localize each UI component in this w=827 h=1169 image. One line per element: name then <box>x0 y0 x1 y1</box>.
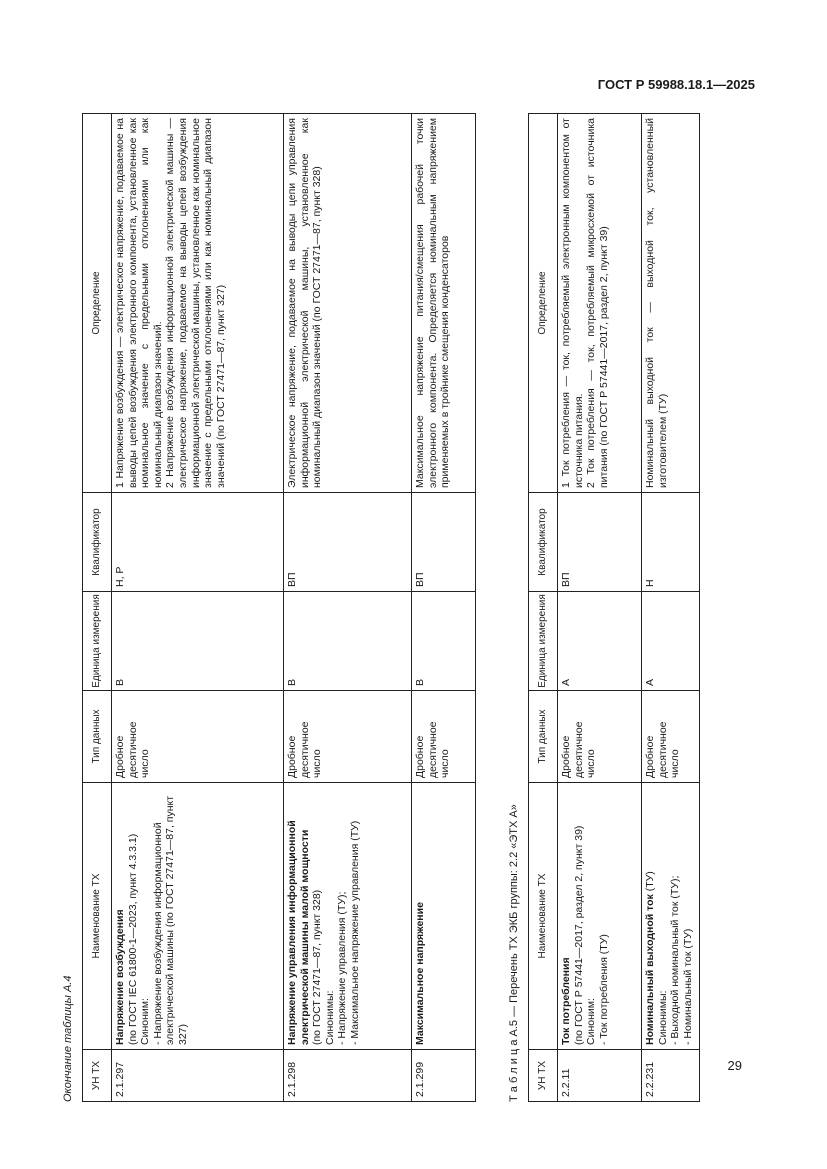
column-header: Определение <box>529 114 558 493</box>
row-name-line: - Максимальное напряжение управления (ТУ) <box>348 820 361 1045</box>
row-name-line: Синоним: <box>585 998 598 1045</box>
row-name: Ток потребления <box>560 957 572 1045</box>
column-header: Квалификатор <box>529 493 558 592</box>
row-name: Номинальный выходной ток <box>644 894 656 1045</box>
column-header: Наименование ТХ <box>83 783 112 1050</box>
row-definition: Номинальный выходной ток — выходной ток, установленный изготовителем (ТУ) <box>644 118 669 488</box>
row-qualifier: Н <box>642 493 700 592</box>
row-definition: 1 Напряжение возбуждения — электрическое напряжение, подаваемое на выводы цепей возбуждения электронного компонента, установленное как номинальное значение с предельными отклонениями или как номинальный диапазон значений. <box>114 118 164 488</box>
row-unit: В <box>412 592 476 691</box>
row-qualifier: ВП <box>558 493 642 592</box>
table-a5-caption-prefix: Т а б л и ц а <box>508 1039 520 1102</box>
row-name-line: - Напряжение возбуждения информационной электрической машины (по ГОСТ 27471—87, пункт 327) <box>151 795 189 1045</box>
row-name-cell <box>112 783 284 1050</box>
table-a5-header-row <box>529 114 558 1102</box>
row-name-line: Синонимы: <box>656 990 669 1045</box>
table-row <box>642 114 700 1102</box>
table-row <box>412 114 476 1102</box>
row-name-cell <box>284 783 412 1050</box>
row-name-suffix: (ТУ) <box>644 871 656 895</box>
row-name: Максимальное напряжение <box>414 902 426 1045</box>
row-definition-cell <box>284 114 412 493</box>
row-type: Дробное десятичное число <box>558 691 642 783</box>
table-row <box>558 114 642 1102</box>
row-code: 2.1.298 <box>284 1050 412 1102</box>
row-definition: 2 Ток потребления — ток, потребляемый микросхемой от источника питания (по ГОСТ Р 57441—2017, раздел 2, пункт 39) <box>585 118 610 488</box>
row-name-line: (по ГОСТ IEC 61800-1—2023, пункт 4.3.3.1) <box>126 833 139 1045</box>
row-name-line: - Выходной номинальный ток (ТУ); <box>669 875 682 1045</box>
document-header: ГОСТ Р 59988.18.1—2025 <box>597 77 755 92</box>
column-header: Квалификатор <box>83 493 112 592</box>
row-code: 2.2.231 <box>642 1050 700 1102</box>
column-header: Тип данных <box>529 691 558 783</box>
row-definition-cell <box>558 114 642 493</box>
row-name: Напряжение возбуждения <box>114 909 126 1045</box>
column-header: Единица измерения <box>83 592 112 691</box>
table-a5-caption-text: А.5 — Перечень ТХ ЭКБ группы: 2.2 «ЭТХ А» <box>508 804 520 1037</box>
table-row <box>284 114 412 1102</box>
row-qualifier: Н, Р <box>112 493 284 592</box>
row-qualifier: ВП <box>284 493 412 592</box>
table-a5 <box>528 113 700 1102</box>
row-definition: Электрическое напряжение, подаваемое на выводы цепи управления информационной электрической машины, установленное как номинальный диапазон значений (по ГОСТ 27471—87, пункт 328) <box>286 118 324 488</box>
row-unit: В <box>112 592 284 691</box>
row-definition-cell <box>412 114 476 493</box>
row-name-cell <box>558 783 642 1050</box>
column-header: Определение <box>83 114 112 493</box>
column-header: Единица измерения <box>529 592 558 691</box>
row-name-cell <box>642 783 700 1050</box>
row-name-line: Синоним: <box>139 998 152 1045</box>
row-type: Дробное десятичное число <box>112 691 284 783</box>
row-code: 2.1.297 <box>112 1050 284 1102</box>
row-definition: Максимальное напряжение питания/смещения рабочей точки электронного компонента. Определяется номинальным напряжением применяемых в тройнике смещения конденсаторов <box>414 118 452 488</box>
table-a5-caption <box>508 804 520 1102</box>
row-definition: 2 Напряжение возбуждения информационной электрической машины — электрическое напряжение, подаваемое на выводы цепей возбуждения информационной электрической машины, установленное как номинальное значение с предельными отклонениями или как номинальный диапазон значений (по ГОСТ 27471—87, пункт 327) <box>164 118 227 488</box>
row-code: 2.1.299 <box>412 1050 476 1102</box>
row-type: Дробное десятичное число <box>412 691 476 783</box>
row-name: Напряжение управления информационной электрической машины малой мощности <box>286 820 311 1045</box>
row-code: 2.2.11 <box>558 1050 642 1102</box>
row-name-line: - Напряжение управления (ТУ); <box>336 891 349 1045</box>
table-a4-header-row <box>83 114 112 1102</box>
row-name-line: (по ГОСТ 27471—87, пункт 328) <box>311 889 324 1045</box>
row-unit: А <box>642 592 700 691</box>
row-unit: В <box>284 592 412 691</box>
column-header: УН ТХ <box>83 1050 112 1102</box>
row-name-cell <box>412 783 476 1050</box>
row-type: Дробное десятичное число <box>284 691 412 783</box>
page-number: 29 <box>727 1058 742 1073</box>
row-definition-cell <box>112 114 284 493</box>
table-a4-caption: Окончание таблицы А.4 <box>62 975 74 1102</box>
column-header: УН ТХ <box>529 1050 558 1102</box>
row-qualifier: ВП <box>412 493 476 592</box>
row-unit: А <box>558 592 642 691</box>
row-definition-cell <box>642 114 700 493</box>
rotated-content <box>60 102 745 1102</box>
table-a4 <box>82 113 476 1102</box>
row-name-line: - Номинальный ток (ТУ) <box>681 928 694 1045</box>
row-name-line: (по ГОСТ Р 57441—2017, раздел 2, пункт 39) <box>572 825 585 1045</box>
table-row <box>112 114 284 1102</box>
row-name-line: - Ток потребления (ТУ) <box>597 934 610 1045</box>
row-name-line: Синонимы: <box>323 990 336 1045</box>
row-type: Дробное десятичное число <box>642 691 700 783</box>
row-definition: 1 Ток потребления — ток, потребляемый электронным компонентом от источника питания. <box>560 118 585 488</box>
column-header: Тип данных <box>83 691 112 783</box>
column-header: Наименование ТХ <box>529 783 558 1050</box>
